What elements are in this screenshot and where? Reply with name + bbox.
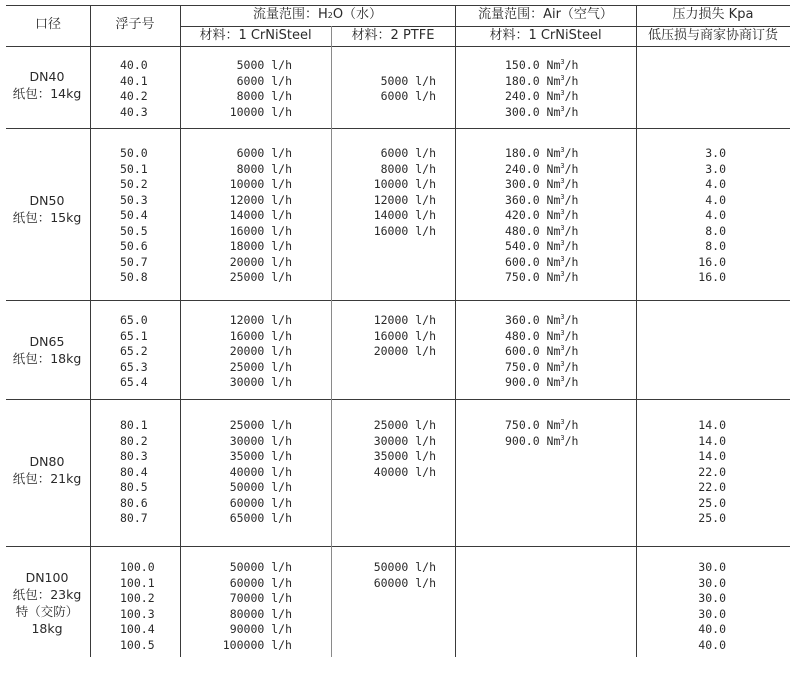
- cell-water-crni: 30000 l/h: [229, 375, 292, 389]
- col-floats: [120, 58, 170, 120]
- cell-pressure: 30.0: [698, 591, 726, 605]
- cell-floats: 100.5: [120, 637, 155, 652]
- air-flow-value: 150.0: [505, 58, 540, 72]
- cell-water-crni: 25000 l/h: [229, 359, 292, 374]
- col-floats: [120, 313, 170, 391]
- cell-floats: 50.6: [120, 239, 148, 253]
- cell-pressure: 4.0: [705, 177, 726, 191]
- header-water-range-prefix: 流量范围：H: [252, 7, 328, 22]
- size-label-line: DN40: [29, 69, 65, 84]
- size-label-line: 纸包：15kg: [12, 210, 82, 225]
- cubic-superscript: 3: [560, 313, 565, 322]
- cell-air: 600.0 Nm$^3$/h: [505, 344, 579, 358]
- vline-3: [331, 26, 332, 657]
- col-water-crni: [200, 560, 292, 653]
- vline-4: [455, 5, 456, 657]
- cell-pressure: 8.0: [705, 239, 726, 253]
- cell-pressure: 4.0: [705, 208, 726, 222]
- cell-water-ptfe: 35000 l/h: [373, 449, 436, 463]
- cell-water-crni: 35000 l/h: [229, 449, 292, 463]
- header-diameter: 口径: [34, 17, 61, 32]
- cell-air: 540.0 Nm$^3$/h: [505, 239, 579, 253]
- cell-floats: 80.3: [120, 449, 148, 463]
- cubic-superscript: 3: [560, 89, 565, 98]
- air-flow-value: 240.0: [505, 161, 540, 176]
- size-label: [4, 192, 90, 226]
- cell-air: 480.0 Nm$^3$/h: [505, 223, 579, 238]
- cell-air: 900.0 Nm$^3$/h: [505, 433, 579, 448]
- cell-floats: 80.5: [120, 480, 148, 494]
- size-label-line: DN80: [29, 454, 65, 469]
- cell-water-ptfe: 10000 l/h: [373, 177, 436, 191]
- size-label-line: 纸包：21kg: [12, 471, 82, 486]
- cell-air: 360.0 Nm$^3$/h: [505, 313, 579, 327]
- cell-water-ptfe: 60000 l/h: [373, 575, 436, 590]
- rule-dn65-bottom: [6, 399, 790, 400]
- cell-floats: 80.6: [120, 495, 148, 510]
- cell-water-crni: 80000 l/h: [229, 606, 292, 621]
- col-water-crni: [200, 418, 292, 527]
- cell-air: 180.0 Nm$^3$/h: [505, 73, 579, 88]
- cell-air: 750.0 Nm$^3$/h: [505, 359, 579, 374]
- size-label: [4, 453, 90, 487]
- cell-pressure: 4.0: [705, 192, 726, 207]
- size-label-line: 特（交防）: [15, 604, 79, 619]
- cell-water-crni: 40000 l/h: [229, 464, 292, 479]
- cubic-superscript: 3: [560, 177, 565, 186]
- cubic-superscript: 3: [560, 418, 565, 427]
- size-label-line: DN100: [25, 570, 69, 585]
- cell-water-crni: 16000 l/h: [229, 223, 292, 238]
- air-flow-value: 480.0: [505, 328, 540, 343]
- cell-floats: 80.1: [120, 418, 148, 432]
- cell-floats: 65.0: [120, 313, 148, 327]
- cell-pressure: 22.0: [698, 464, 726, 479]
- rule-header-bottom: [6, 46, 790, 47]
- air-flow-value: 300.0: [505, 177, 540, 191]
- cell-floats: 65.2: [120, 344, 148, 358]
- cell-water-crni: 8000 l/h: [236, 161, 292, 176]
- cubic-superscript: 3: [560, 254, 565, 263]
- cell-water-crni: 14000 l/h: [229, 208, 292, 222]
- cell-water-crni: 10000 l/h: [229, 104, 292, 119]
- col-water-crni: [200, 146, 292, 286]
- cell-water-crni: 12000 l/h: [229, 192, 292, 207]
- size-label: [4, 569, 90, 637]
- cell-water-ptfe: 30000 l/h: [373, 433, 436, 448]
- cell-water-ptfe: 25000 l/h: [373, 418, 436, 432]
- air-flow-value: 180.0: [505, 146, 540, 160]
- air-flow-value: 420.0: [505, 208, 540, 222]
- size-label-line: 纸包：14kg: [12, 86, 82, 101]
- cell-pressure: 14.0: [698, 418, 726, 432]
- cell-water-crni: 70000 l/h: [229, 591, 292, 605]
- cell-floats: 40.0: [120, 58, 148, 72]
- cell-pressure: 16.0: [698, 270, 726, 284]
- cell-water-ptfe: 6000 l/h: [380, 146, 436, 160]
- vline-1: [90, 5, 91, 657]
- cell-pressure: 3.0: [705, 146, 726, 160]
- cubic-superscript: 3: [560, 208, 565, 217]
- cell-water-ptfe: 12000 l/h: [373, 192, 436, 207]
- col-floats: [120, 418, 170, 527]
- cell-floats: 80.2: [120, 433, 148, 448]
- cell-floats: 50.0: [120, 146, 148, 160]
- cell-pressure: 25.0: [698, 511, 726, 525]
- cell-floats: 40.3: [120, 104, 148, 119]
- cell-air: 240.0 Nm$^3$/h: [505, 161, 579, 176]
- cell-floats: 80.7: [120, 511, 148, 525]
- cell-air: 900.0 Nm$^3$/h: [505, 375, 579, 389]
- col-air: [505, 418, 585, 449]
- cell-pressure: 30.0: [698, 575, 726, 590]
- cell-water-ptfe: 16000 l/h: [373, 328, 436, 343]
- cell-air: 750.0 Nm$^3$/h: [505, 270, 579, 284]
- cubic-superscript: 3: [560, 239, 565, 248]
- col-water-ptfe: [348, 560, 436, 591]
- air-flow-value: 600.0: [505, 344, 540, 358]
- size-label-line: 纸包：23kg: [12, 587, 82, 602]
- vline-5: [636, 5, 637, 657]
- size-label: [4, 68, 90, 102]
- header-float-no: 浮子号: [115, 17, 155, 32]
- cell-air: 240.0 Nm$^3$/h: [505, 89, 579, 103]
- col-water-ptfe: [348, 74, 436, 105]
- cell-floats: 40.1: [120, 73, 148, 88]
- cell-water-crni: 100000 l/h: [222, 637, 292, 652]
- cell-pressure: 3.0: [705, 161, 726, 176]
- cell-floats: 40.2: [120, 89, 148, 103]
- size-label-line: 纸包：18kg: [12, 351, 82, 366]
- col-water-ptfe: [348, 313, 436, 360]
- header-air-range: 流量范围：Air（空气）: [478, 7, 613, 22]
- cell-water-ptfe: 40000 l/h: [373, 464, 436, 479]
- col-water-ptfe: [348, 146, 436, 239]
- size-label-line: DN50: [29, 193, 65, 208]
- air-flow-value: 360.0: [505, 313, 540, 327]
- air-flow-value: 480.0: [505, 223, 540, 238]
- cell-floats: 100.4: [120, 622, 155, 636]
- cell-water-crni: 50000 l/h: [229, 480, 292, 494]
- cubic-superscript: 3: [560, 58, 565, 67]
- cubic-superscript: 3: [560, 192, 565, 201]
- cell-pressure: 30.0: [698, 560, 726, 574]
- cubic-superscript: 3: [560, 73, 565, 82]
- cell-floats: 100.2: [120, 591, 155, 605]
- cell-floats: 65.3: [120, 359, 148, 374]
- cubic-superscript: 3: [560, 161, 565, 170]
- cell-floats: 100.1: [120, 575, 155, 590]
- air-flow-value: 240.0: [505, 89, 540, 103]
- cell-floats: 50.1: [120, 161, 148, 176]
- cell-water-crni: 60000 l/h: [229, 495, 292, 510]
- col-pressure: [690, 560, 726, 653]
- cell-air: 180.0 Nm$^3$/h: [505, 146, 579, 160]
- col-air: [505, 58, 585, 120]
- air-flow-value: 600.0: [505, 254, 540, 269]
- col-water-crni: [200, 58, 292, 120]
- cubic-superscript: 3: [560, 375, 565, 384]
- col-floats: [120, 146, 170, 286]
- cubic-superscript: 3: [560, 359, 565, 368]
- rule-dn50-bottom: [6, 300, 790, 301]
- cell-air: 420.0 Nm$^3$/h: [505, 208, 579, 222]
- cell-pressure: 8.0: [705, 223, 726, 238]
- cell-water-ptfe: 14000 l/h: [373, 208, 436, 222]
- cell-floats: 100.0: [120, 560, 155, 574]
- cell-water-crni: 30000 l/h: [229, 433, 292, 448]
- cubic-superscript: 3: [560, 433, 565, 442]
- header-water-range-suffix: O（水）: [332, 7, 383, 22]
- cell-floats: 50.7: [120, 254, 148, 269]
- header-water-range: [180, 6, 455, 25]
- rule-dn80-bottom: [6, 546, 790, 547]
- cell-water-ptfe: 6000 l/h: [380, 89, 436, 103]
- cell-air: 600.0 Nm$^3$/h: [505, 254, 579, 269]
- cell-air: 300.0 Nm$^3$/h: [505, 104, 579, 119]
- cell-pressure: 30.0: [698, 606, 726, 621]
- cell-pressure: 40.0: [698, 637, 726, 652]
- cell-air: 300.0 Nm$^3$/h: [505, 177, 579, 191]
- cell-floats: 80.4: [120, 464, 148, 479]
- cell-air: 150.0 Nm$^3$/h: [505, 58, 579, 72]
- header-material-crni-air: 材料：1 CrNiSteel: [489, 28, 602, 43]
- size-label-line: DN65: [29, 334, 65, 349]
- cubic-superscript: 3: [560, 270, 565, 279]
- cell-water-crni: 20000 l/h: [229, 254, 292, 269]
- cell-floats: 50.4: [120, 208, 148, 222]
- cell-water-ptfe: 8000 l/h: [380, 161, 436, 176]
- cell-water-crni: 50000 l/h: [229, 560, 292, 574]
- header-material-crni-water: 材料：1 CrNiSteel: [199, 28, 312, 43]
- cell-water-crni: 90000 l/h: [229, 622, 292, 636]
- cell-water-crni: 60000 l/h: [229, 575, 292, 590]
- cell-water-ptfe: 20000 l/h: [373, 344, 436, 358]
- col-air: [505, 313, 585, 391]
- header-pressure-loss: 压力损失 Kpa: [672, 7, 754, 22]
- cell-water-crni: 16000 l/h: [229, 328, 292, 343]
- cell-water-crni: 12000 l/h: [229, 313, 292, 327]
- col-air: [505, 146, 585, 286]
- cell-floats: 50.2: [120, 177, 148, 191]
- cell-pressure: 14.0: [698, 449, 726, 463]
- rule-dn40-bottom: [6, 128, 790, 129]
- cell-floats: 50.3: [120, 192, 148, 207]
- header-pressure-note: 低压损与商家协商订货: [647, 28, 778, 43]
- air-flow-value: 750.0: [505, 270, 540, 284]
- cell-water-crni: 6000 l/h: [236, 73, 292, 88]
- air-flow-value: 900.0: [505, 433, 540, 448]
- cell-floats: 65.1: [120, 328, 148, 343]
- cell-floats: 100.3: [120, 606, 155, 621]
- cell-floats: 50.8: [120, 270, 148, 284]
- col-floats: [120, 560, 170, 653]
- cell-floats: 65.4: [120, 375, 148, 389]
- air-flow-value: 300.0: [505, 104, 540, 119]
- size-label-line: 18kg: [31, 621, 63, 636]
- cell-pressure: 16.0: [698, 254, 726, 269]
- cell-water-crni: 18000 l/h: [229, 239, 292, 253]
- cell-pressure: 40.0: [698, 622, 726, 636]
- col-pressure: [690, 418, 726, 527]
- air-flow-value: 750.0: [505, 359, 540, 374]
- vline-2: [180, 5, 181, 657]
- cubic-superscript: 3: [560, 223, 565, 232]
- col-water-crni: [200, 313, 292, 391]
- cubic-superscript: 3: [560, 104, 565, 113]
- cell-pressure: 25.0: [698, 495, 726, 510]
- cell-water-crni: 20000 l/h: [229, 344, 292, 358]
- air-flow-value: 900.0: [505, 375, 540, 389]
- cell-water-crni: 8000 l/h: [236, 89, 292, 103]
- cubic-superscript: 3: [560, 328, 565, 337]
- cell-water-crni: 10000 l/h: [229, 177, 292, 191]
- header-water-range-sub: 2: [327, 11, 333, 20]
- air-flow-value: 750.0: [505, 418, 540, 432]
- cell-air: 480.0 Nm$^3$/h: [505, 328, 579, 343]
- cell-air: 750.0 Nm$^3$/h: [505, 418, 579, 432]
- cell-pressure: 22.0: [698, 480, 726, 494]
- cell-water-crni: 5000 l/h: [236, 58, 292, 72]
- air-flow-value: 360.0: [505, 192, 540, 207]
- header-material-ptfe: 材料：2 PTFE: [351, 28, 435, 43]
- cell-water-crni: 25000 l/h: [229, 270, 292, 284]
- cell-air: 360.0 Nm$^3$/h: [505, 192, 579, 207]
- cell-water-ptfe: 16000 l/h: [373, 223, 436, 238]
- cell-water-crni: 65000 l/h: [229, 511, 292, 525]
- cell-pressure: 14.0: [698, 433, 726, 448]
- cell-water-crni: 6000 l/h: [236, 146, 292, 160]
- cubic-superscript: 3: [560, 146, 565, 155]
- cell-water-ptfe: 12000 l/h: [373, 313, 436, 327]
- air-flow-value: 540.0: [505, 239, 540, 253]
- cell-water-crni: 25000 l/h: [229, 418, 292, 432]
- cell-floats: 50.5: [120, 223, 148, 238]
- air-flow-value: 180.0: [505, 73, 540, 88]
- cubic-superscript: 3: [560, 344, 565, 353]
- col-water-ptfe: [348, 418, 436, 480]
- cell-water-ptfe: 5000 l/h: [380, 73, 436, 88]
- col-pressure: [690, 146, 726, 286]
- cell-water-ptfe: 50000 l/h: [373, 560, 436, 574]
- size-label: [4, 333, 90, 367]
